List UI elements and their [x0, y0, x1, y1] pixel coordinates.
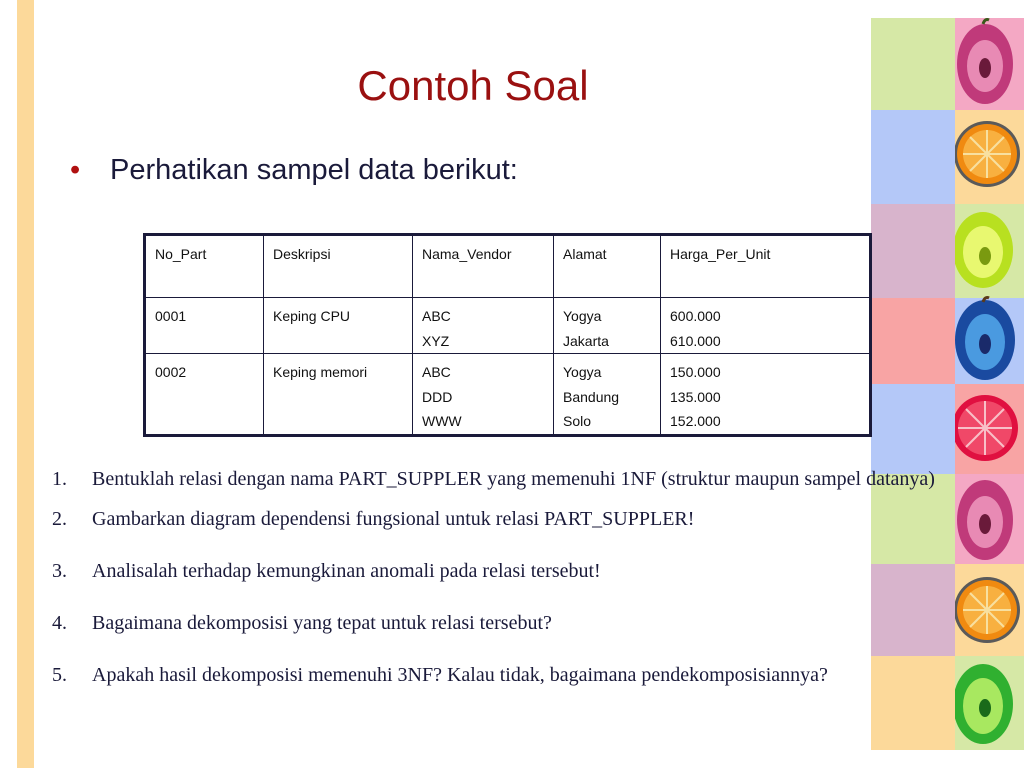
table-cell: [413, 298, 554, 354]
cell-line: ABC: [422, 364, 451, 380]
list-item: [52, 464, 992, 495]
table-cell: [661, 298, 871, 354]
cell-line: 150.000: [670, 364, 721, 380]
sample-data-table: [143, 233, 872, 437]
bullet-text: Perhatikan sampel data berikut:: [110, 154, 518, 186]
cell-line: Yogya: [563, 308, 602, 324]
list-item: [52, 660, 1012, 691]
table-row: [145, 298, 871, 354]
cell-line: Solo: [563, 413, 592, 429]
color-tile: [871, 18, 955, 110]
list-text: Bagaimana dekomposisi yang tepat untuk relasi tersebut?: [92, 612, 552, 634]
list-number: 5.: [52, 664, 67, 686]
cell-line: Bandung: [563, 388, 620, 405]
color-tile: [871, 298, 955, 384]
left-accent-bar: [17, 0, 34, 768]
cell-line: Jakarta: [563, 332, 609, 349]
color-tile: [871, 110, 955, 204]
list-item: [52, 608, 1012, 639]
list-text: Gambarkan diagram dependensi fungsional untuk relasi PART_SUPPLER!: [92, 508, 695, 530]
list-number: 2.: [52, 508, 67, 530]
list-number: 1.: [52, 468, 67, 490]
cell-line: DDD: [422, 388, 453, 405]
table-cell: [554, 354, 661, 436]
blue-apple-icon: [955, 298, 1015, 381]
cell-line: ABC: [422, 308, 451, 324]
table-cell: 0002: [145, 354, 264, 436]
cell-line: 135.000: [670, 388, 721, 405]
table-row: [145, 354, 871, 436]
cell-line: 610.000: [670, 332, 721, 349]
list-number: 4.: [52, 612, 67, 634]
lemon-slice-icon: [955, 212, 1013, 288]
list-text: Analisalah terhadap kemungkinan anomali pada relasi tersebut!: [92, 560, 601, 582]
table-cell: [413, 354, 554, 436]
column-header: No_Part: [145, 235, 264, 298]
column-header: Harga_Per_Unit: [661, 235, 871, 298]
table-cell: Keping CPU: [264, 298, 413, 354]
bullet-dot-icon: •: [70, 154, 81, 186]
color-tile: [871, 384, 955, 474]
apple-slice-icon: [957, 20, 1013, 105]
table-cell: [661, 354, 871, 436]
cell-line: 152.000: [670, 413, 721, 429]
orange-slice-icon: [955, 121, 1020, 187]
table-cell: 0001: [145, 298, 264, 354]
list-item: [52, 556, 1012, 587]
table-cell: [554, 298, 661, 354]
cell-line: Yogya: [563, 364, 602, 380]
slide-title: Contoh Soal: [357, 62, 589, 109]
list-item: [52, 504, 1012, 535]
list-number: 3.: [52, 560, 67, 582]
grapefruit-slice-icon: [955, 395, 1018, 461]
question-list: [52, 464, 1012, 712]
column-header: Nama_Vendor: [413, 235, 554, 298]
table-cell: Keping memori: [264, 354, 413, 436]
bullet-item: [70, 154, 518, 187]
column-header: Deskripsi: [264, 235, 413, 298]
cell-line: XYZ: [422, 332, 450, 349]
list-text: Apakah hasil dekomposisi memenuhi 3NF? Kalau tidak, bagaimana pendekomposisiannya?: [92, 664, 828, 686]
cell-line: WWW: [422, 413, 462, 429]
table-header-row: [145, 235, 871, 298]
cell-line: 600.000: [670, 308, 721, 324]
color-tile: [871, 204, 955, 298]
column-header: Alamat: [554, 235, 661, 298]
list-text: Bentuklah relasi dengan nama PART_SUPPLER yang memenuhi 1NF (struktur maupun sampel datanya): [92, 468, 935, 490]
